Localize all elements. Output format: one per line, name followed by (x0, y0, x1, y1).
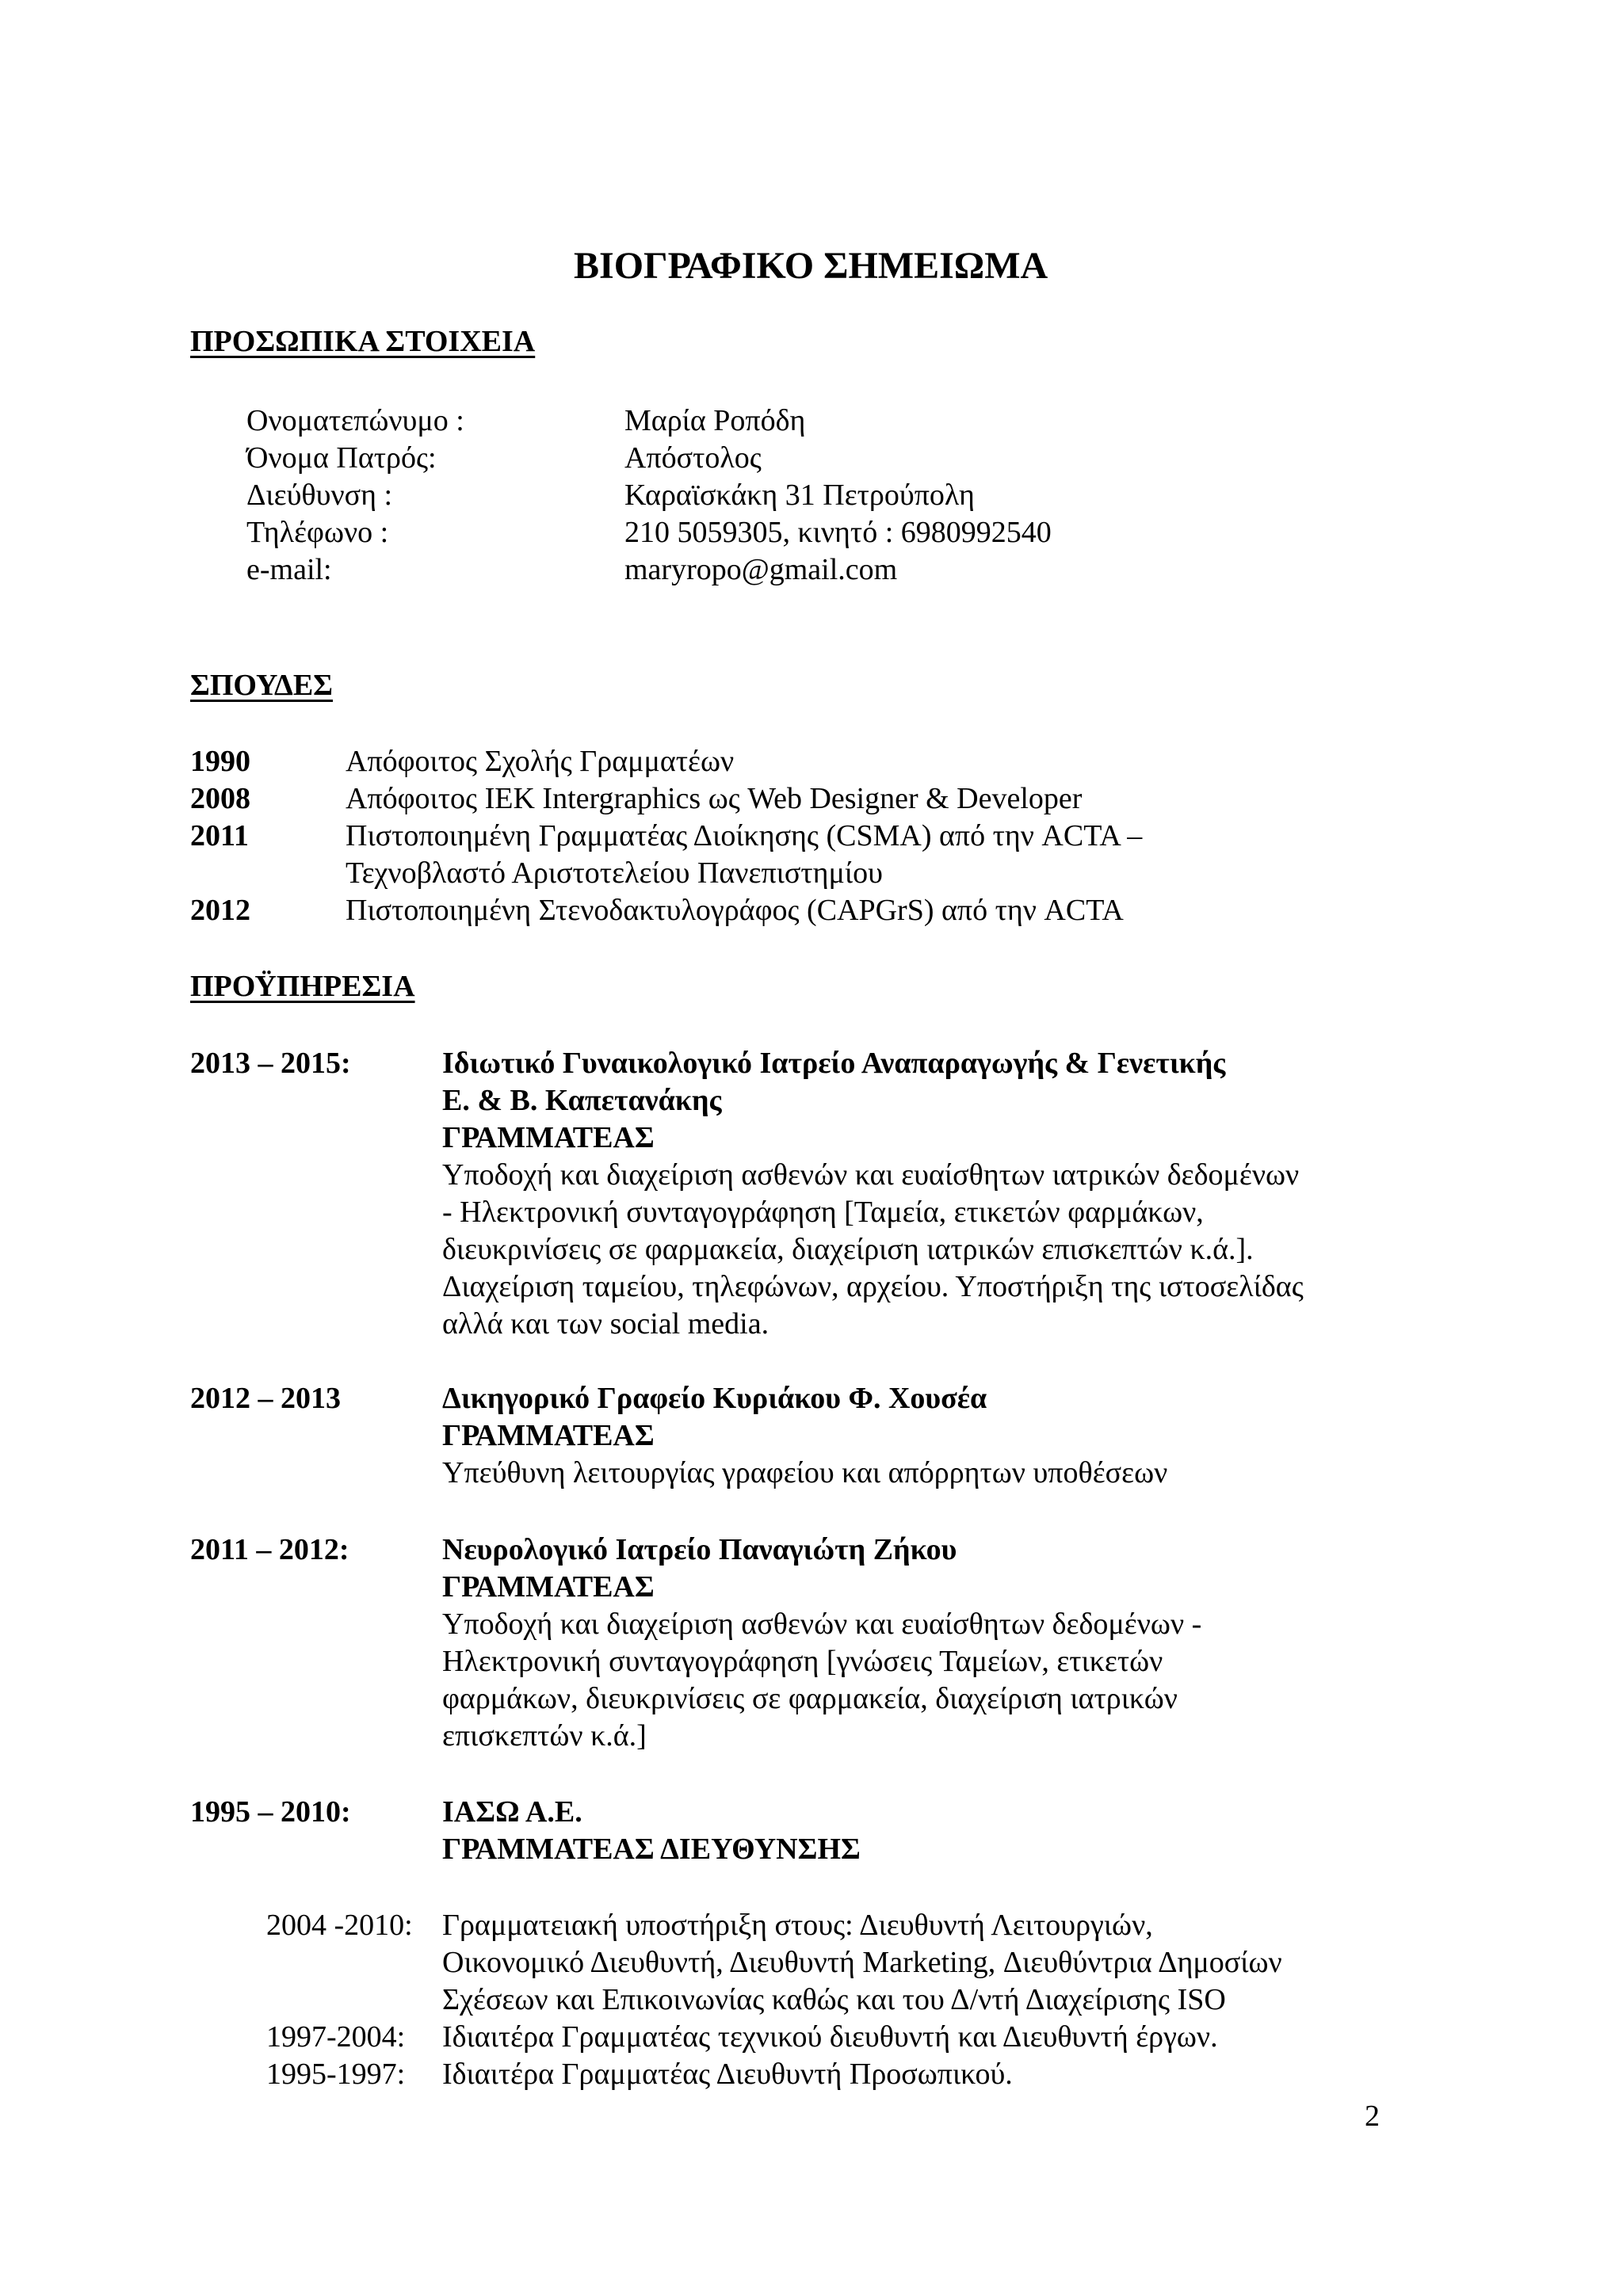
section-heading-experience: ΠΡΟΫΠΗΡΕΣΙΑ (190, 970, 415, 1003)
personal-label-name: Ονοματεπώνυμο : (246, 404, 464, 437)
job-description: επισκεπτών κ.ά.] (442, 1719, 647, 1753)
job-description: αλλά και των social media. (442, 1307, 769, 1341)
sub-period: 2004 -2010: (266, 1909, 413, 1942)
education-year: 2011 (190, 819, 249, 852)
job-dates: 2011 – 2012: (190, 1533, 349, 1566)
document-title: ΒΙΟΓΡΑΦΙΚΟ ΣΗΜΕΙΩΜΑ (574, 245, 1048, 287)
job-description: διευκρινίσεις σε φαρμακεία, διαχείριση ιατρικών επισκεπτών κ.ά.]. (442, 1233, 1254, 1266)
personal-value-father: Απόστολος (624, 441, 762, 475)
sub-description: Ιδιαιτέρα Γραμματέας Διευθυντή Προσωπικού. (442, 2058, 1013, 2091)
job-dates: 2012 – 2013 (190, 1382, 341, 1415)
education-text: Απόφοιτος ΙΕΚ Intergraphics ως Web Designer & Developer (346, 782, 1083, 815)
education-year: 1990 (190, 745, 250, 778)
job-description: Ηλεκτρονική συνταγογράφηση [γνώσεις Ταμείων, ετικετών (442, 1645, 1163, 1678)
job-role: ΓΡΑΜΜΑΤΕΑΣ (442, 1121, 655, 1154)
sub-period: 1997-2004: (266, 2020, 406, 2054)
job-role: ΓΡΑΜΜΑΤΕΑΣ (442, 1570, 655, 1604)
job-role: ΓΡΑΜΜΑΤΕΑΣ ΔΙΕΥΘΥΝΣΗΣ (442, 1833, 861, 1866)
job-employer: ΙΑΣΩ Α.Ε. (442, 1795, 582, 1829)
job-description: - Ηλεκτρονική συνταγογράφηση [Ταμεία, ετικετών φαρμάκων, (442, 1196, 1204, 1229)
personal-label-father: Όνομα Πατρός: (246, 441, 437, 475)
job-employer: Ιδιωτικό Γυναικολογικό Ιατρείο Αναπαραγωγής & Γενετικής (442, 1047, 1226, 1080)
personal-value-address: Καραϊσκάκη 31 Πετρούπολη (624, 479, 975, 512)
education-text: Πιστοποιημένη Στενοδακτυλογράφος (CAPGrS) από την ACTA (346, 894, 1124, 927)
job-dates: 2013 – 2015: (190, 1047, 351, 1080)
job-description: Υπεύθυνη λειτουργίας γραφείου και απόρρητων υποθέσεων (442, 1456, 1168, 1489)
sub-description: Οικονομικό Διευθυντή, Διευθυντή Marketing, Διευθύντρια Δημοσίων (442, 1946, 1282, 1979)
education-text: Πιστοποιημένη Γραμματέας Διοίκησης (CSMA) από την ACTA – (346, 819, 1143, 852)
job-dates: 1995 – 2010: (190, 1795, 351, 1829)
job-role: ΓΡΑΜΜΑΤΕΑΣ (442, 1419, 655, 1452)
personal-label-phone: Τηλέφωνο : (246, 516, 389, 549)
education-text: Τεχνοβλαστό Αριστοτελείου Πανεπιστημίου (346, 856, 883, 890)
job-description: φαρμάκων, διευκρινίσεις σε φαρμακεία, διαχείριση ιατρικών (442, 1682, 1178, 1715)
personal-label-email: e-mail: (246, 553, 332, 586)
education-year: 2008 (190, 782, 250, 815)
sub-description: Γραμματειακή υποστήριξη στους: Διευθυντή Λειτουργιών, (442, 1909, 1153, 1942)
personal-value-email: maryropo@gmail.com (624, 553, 898, 586)
job-employer: Νευρολογικό Ιατρείο Παναγιώτη Ζήκου (442, 1533, 957, 1566)
section-heading-personal: ΠΡΟΣΩΠΙΚΑ ΣΤΟΙΧΕΙΑ (190, 325, 536, 358)
job-employer: Ε. & Β. Καπετανάκης (442, 1084, 722, 1117)
personal-value-name: Μαρία Ροπόδη (624, 404, 806, 437)
personal-value-phone: 210 5059305, κινητό : 6980992540 (624, 516, 1052, 549)
education-text: Απόφοιτος Σχολής Γραμματέων (346, 745, 735, 778)
job-description: Υποδοχή και διαχείριση ασθενών και ευαίσθητων δεδομένων - (442, 1608, 1202, 1641)
page-number: 2 (1365, 2100, 1380, 2133)
personal-label-address: Διεύθυνση : (246, 479, 393, 512)
sub-period: 1995-1997: (266, 2058, 406, 2091)
section-heading-education: ΣΠΟΥΔΕΣ (190, 669, 334, 702)
job-description: Διαχείριση ταμείου, τηλεφώνων, αρχείου. Υποστήριξη της ιστοσελίδας (442, 1270, 1304, 1303)
job-employer: Δικηγορικό Γραφείο Κυριάκου Φ. Χουσέα (442, 1382, 987, 1415)
sub-description: Ιδιαιτέρα Γραμματέας τεχνικού διευθυντή και Διευθυντή έργων. (442, 2020, 1218, 2054)
sub-description: Σχέσεων και Επικοινωνίας καθώς και του Δ/ντή Διαχείρισης ISO (442, 1983, 1226, 2016)
job-description: Υποδοχή και διαχείριση ασθενών και ευαίσθητων ιατρικών δεδομένων (442, 1158, 1300, 1192)
education-year: 2012 (190, 894, 250, 927)
